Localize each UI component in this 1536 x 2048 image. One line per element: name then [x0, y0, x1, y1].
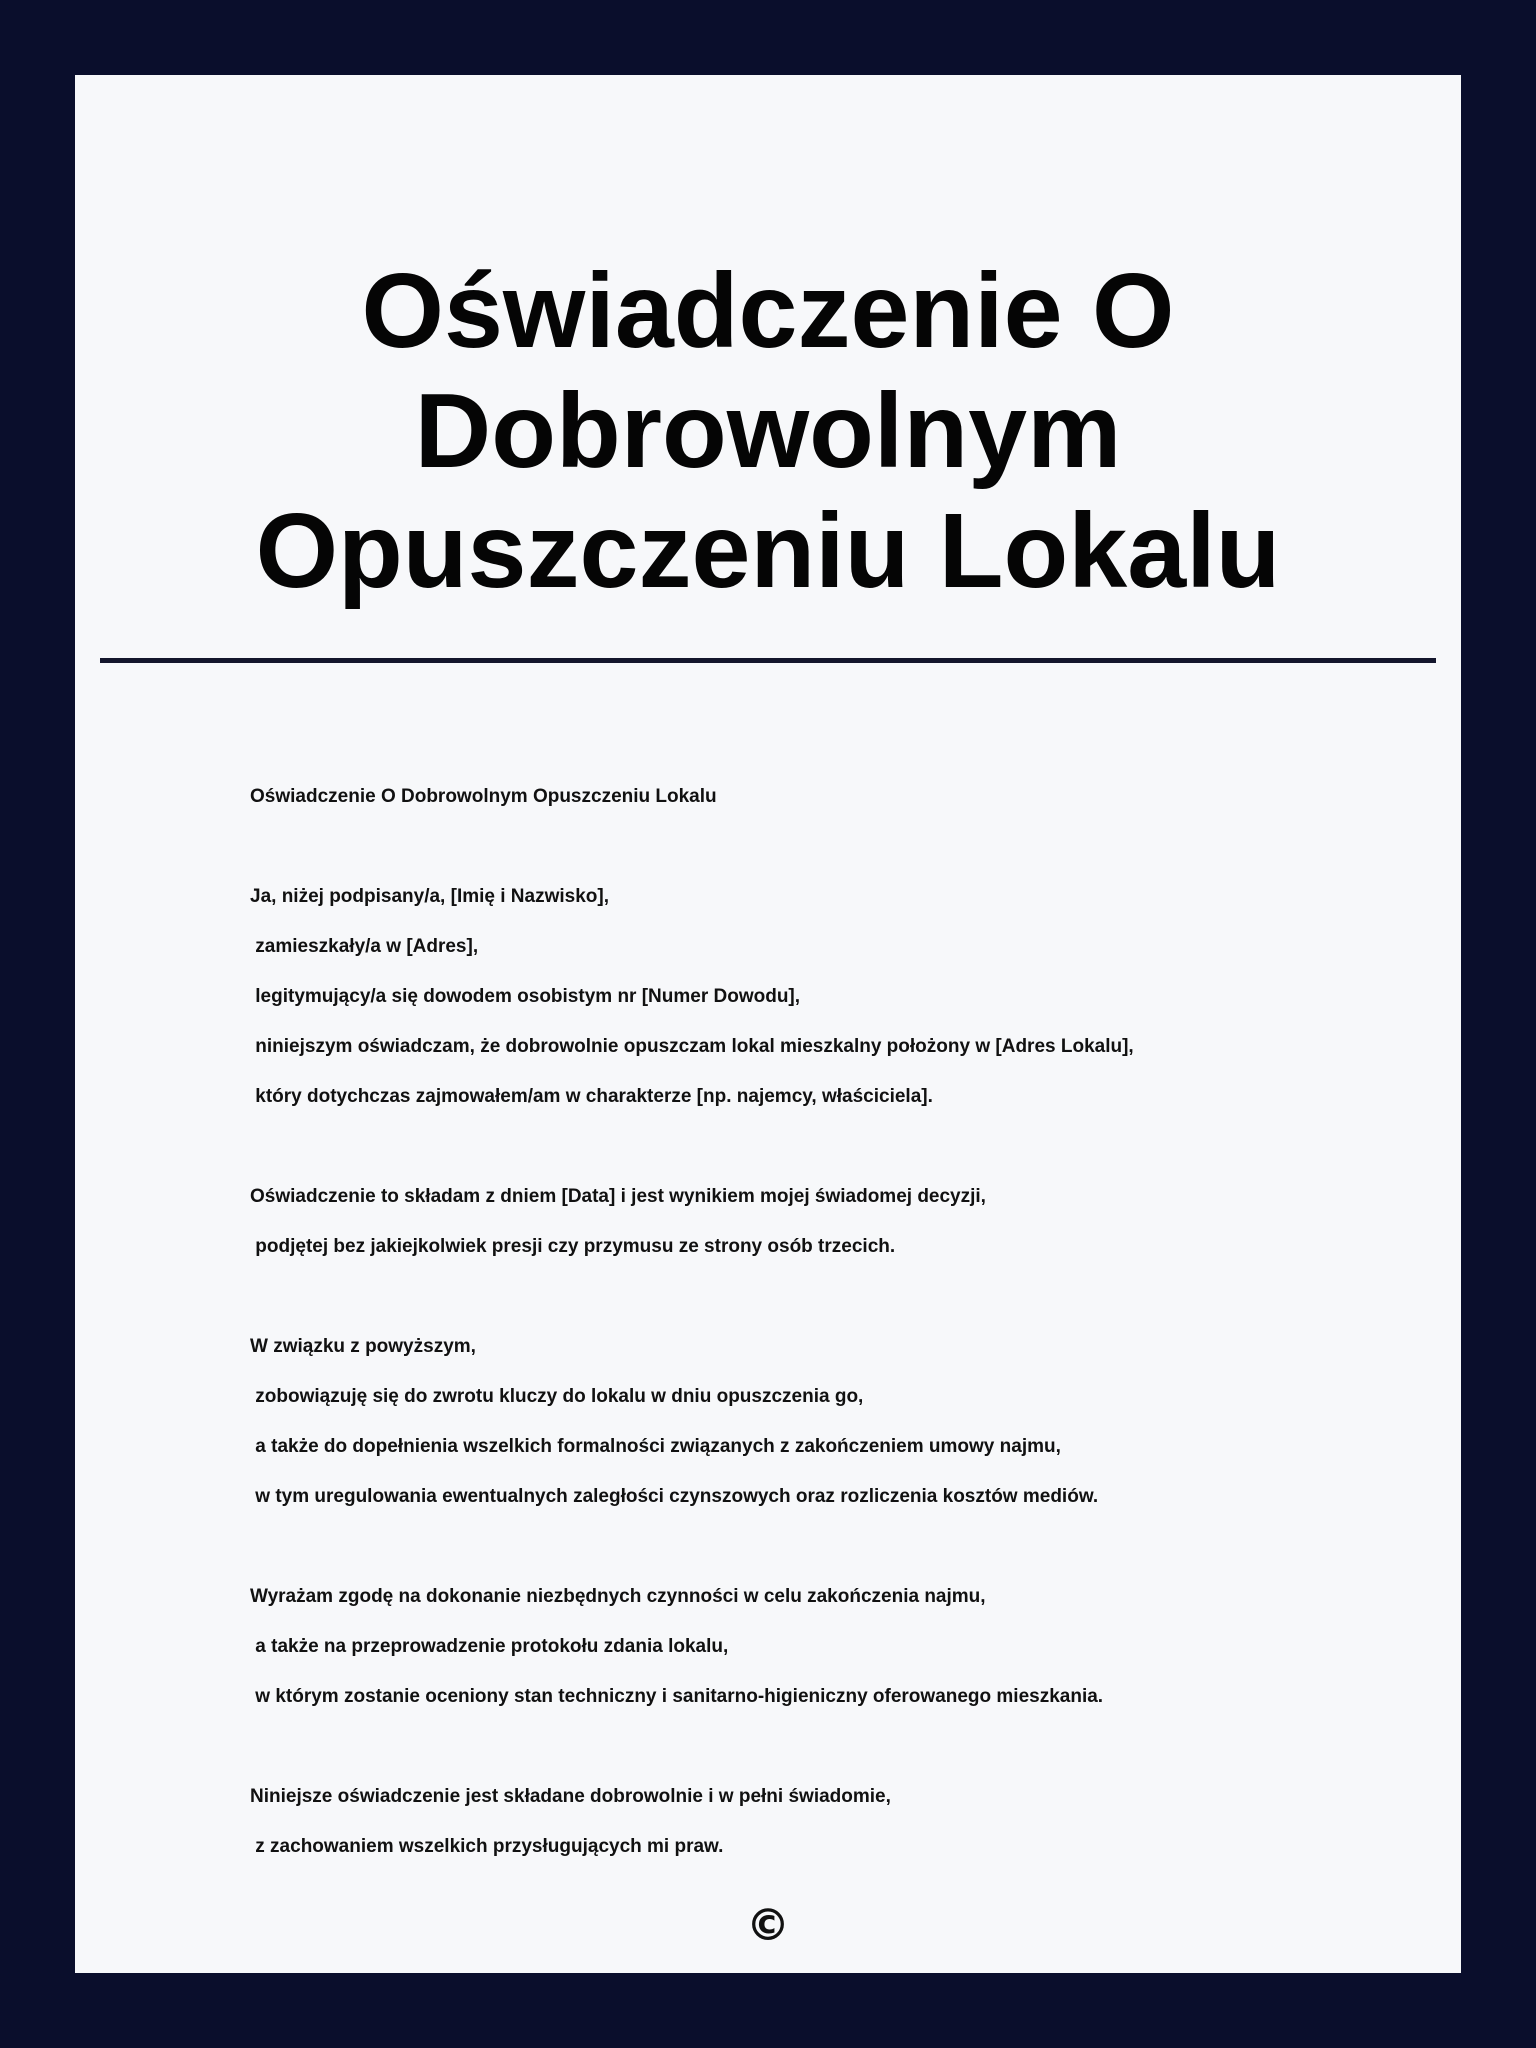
body-line: w tym uregulowania ewentualnych zaległości czynszowych oraz rozliczenia kosztów mediów. [250, 1486, 1099, 1507]
body-line [250, 1272, 1310, 1322]
body-line: Wyrażam zgodę na dokonanie niezbędnych czynności w celu zakończenia najmu, [250, 1586, 986, 1607]
body-line [250, 822, 1310, 872]
body-line: Niniejsze oświadczenie jest składane dobrowolnie i w pełni świadomie, [250, 1786, 891, 1807]
body-line: zobowiązuję się do zwrotu kluczy do lokalu w dniu opuszczenia go, [250, 1386, 864, 1407]
document-title: Oświadczenie O Dobrowolnym Opuszczeniu Lokalu [255, 252, 1281, 610]
title-divider [100, 658, 1436, 663]
body-line: który dotychczas zajmowałem/am w charakterze [np. najemcy, właściciela]. [250, 1086, 933, 1107]
body-line: Ja, niżej podpisany/a, [Imię i Nazwisko], [250, 886, 609, 907]
body-line: z zachowaniem wszelkich przysługujących mi praw. [250, 1836, 724, 1857]
body-line: zamieszkały/a w [Adres], [250, 936, 479, 957]
body-line: a także do dopełnienia wszelkich formalności związanych z zakończeniem umowy najmu, [250, 1436, 1061, 1457]
copyright-icon: © [746, 1900, 790, 1951]
body-line: w którym zostanie oceniony stan techniczny i sanitarno-higieniczny oferowanego mieszkania. [250, 1686, 1104, 1707]
body-line: a także na przeprowadzenie protokołu zdania lokalu, [250, 1636, 729, 1657]
body-line: Oświadczenie to składam z dniem [Data] i jest wynikiem mojej świadomej decyzji, [250, 1186, 986, 1207]
body-line [250, 1522, 1310, 1572]
body-line [250, 1722, 1310, 1772]
body-line: Oświadczenie O Dobrowolnym Opuszczeniu Lokalu [250, 786, 717, 807]
body-line: W związku z powyższym, [250, 1336, 476, 1357]
body-line: niniejszym oświadczam, że dobrowolnie opuszczam lokal mieszkalny położony w [Adres Lokalu], [250, 1036, 1134, 1057]
body-line: podjętej bez jakiejkolwiek presji czy przymusu ze strony osób trzecich. [250, 1236, 896, 1257]
document-page [75, 75, 1461, 1973]
document-body [250, 772, 1310, 1872]
body-line [250, 1122, 1310, 1172]
body-line: legitymujący/a się dowodem osobistym nr [Numer Dowodu], [250, 986, 801, 1007]
